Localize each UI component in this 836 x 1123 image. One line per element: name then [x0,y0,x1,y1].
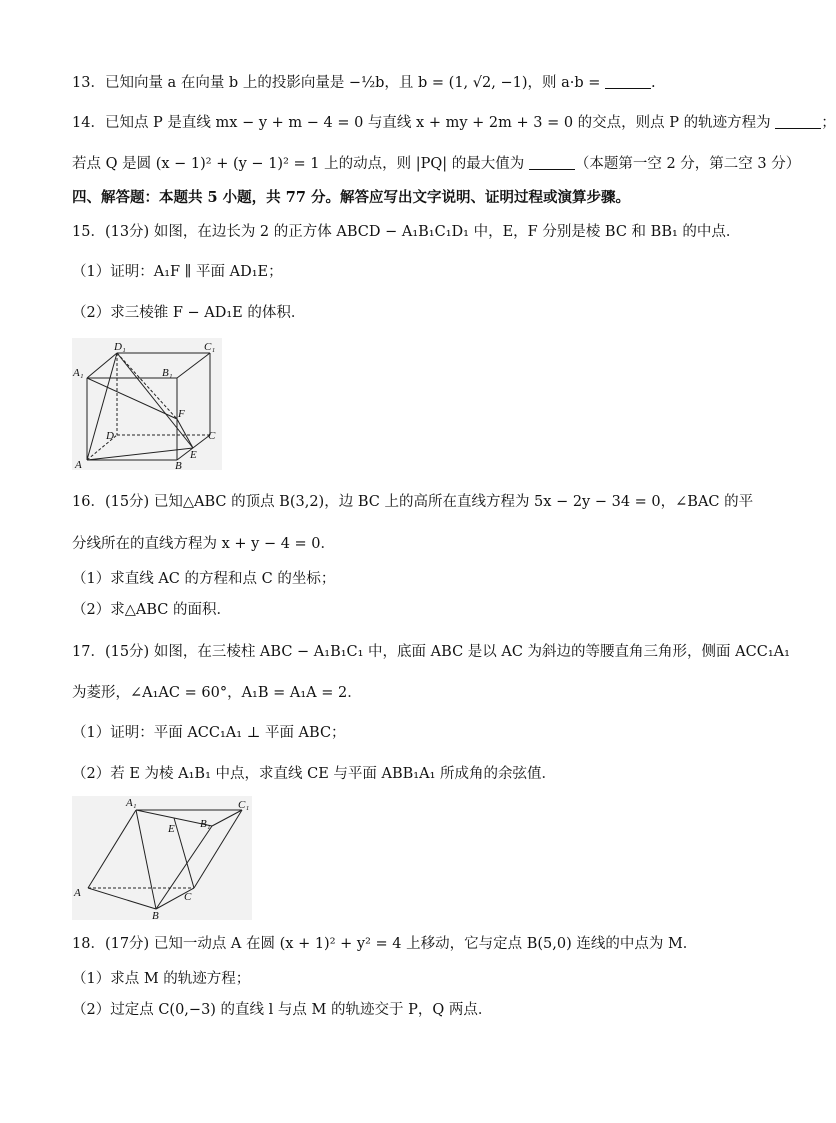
q15-part2: （2）求三棱锥 F − AD₁E 的体积． [72,305,306,321]
q18-stem: 18．(17分) 已知一动点 A 在圆 (x + 1)² + y² = 4 上移动，它与定点 B(5,0) 连线的中点为 M． [72,936,698,952]
label-d1: D₁ [114,341,126,353]
label-d: D [106,430,114,442]
q13-line [72,73,656,93]
q14-end: ； [821,115,836,131]
label-b1: B₁ [200,818,211,830]
q14-answer-blank-2 [529,155,575,170]
label-e: E [190,449,197,461]
cube-diagram [72,338,222,470]
label-c1: C₁ [238,799,250,811]
q14b-line [72,154,800,174]
q18-part2: （2）过定点 C(0,−3) 的直线 l 与点 M 的轨迹交于 P，Q 两点． [72,1002,493,1018]
q17-part1: （1）证明：平面 ACC₁A₁ ⊥ 平面 ABC； [72,725,346,741]
label-a1: A₁ [73,367,84,379]
section-heading: 四、解答题：本题共 5 小题，共 77 分。解答应写出文字说明、证明过程或演算步骤。 [72,189,630,206]
label-b: B [175,460,182,472]
q15-stem: 15．(13分) 如图，在边长为 2 的正方体 ABCD − A₁B₁C₁D₁ 中，E，F 分别是棱 BC 和 BB₁ 的中点． [72,224,741,240]
q14-text: 14．已知点 P 是直线 mx − y + m − 4 = 0 与直线 x + my + 2m + 3 = 0 的交点，则点 P 的轨迹方程为 [72,115,771,131]
q18-part1: （1）求点 M 的轨迹方程； [72,971,251,987]
q13-answer-blank [605,74,651,89]
label-a: A [74,887,81,899]
label-c1: C₁ [204,341,216,353]
q16-part1: （1）求直线 AC 的方程和点 C 的坐标； [72,571,336,587]
q17-part2: （2）若 E 为棱 A₁B₁ 中点，求直线 CE 与平面 ABB₁A₁ 所成角的余弦值． [72,766,556,782]
q14b-note: （本题第一空 2 分，第二空 3 分） [574,156,801,172]
q13-end: . [651,75,656,91]
q15-part1: （1）证明：A₁F ∥ 平面 AD₁E； [72,264,283,280]
q14-line [72,113,836,133]
q17-stem: 17．(15分) 如图，在三棱柱 ABC − A₁B₁C₁ 中，底面 ABC 是以 AC 为斜边的等腰直角三角形，侧面 ACC₁A₁ [72,644,790,660]
q14b-text: 若点 Q 是圆 (x − 1)² + (y − 1)² = 1 上的动点，则 |PQ| 的最大值为 [72,156,525,172]
q16-part2: （2）求△ABC 的面积． [72,602,231,618]
label-a1: A₁ [126,797,137,809]
cube-figure [72,338,222,470]
q14-answer-blank-1 [775,114,821,129]
label-f: F [178,408,185,420]
label-c: C [208,430,216,442]
q16-stem: 16．(15分) 已知△ABC 的顶点 B(3,2)，边 BC 上的高所在直线方程为 5x − 2y − 34 = 0，∠BAC 的平 [72,494,754,510]
q17-stem-cont: 为菱形，∠A₁AC = 60°，A₁B = A₁A = 2． [72,685,362,701]
q13-text: 13．已知向量 a 在向量 b 上的投影向量是 −½b，且 b = (1, √2, −1)，则 a·b = [72,75,601,91]
label-e: E [168,823,175,835]
label-b1: B₁ [162,367,173,379]
label-b: B [152,910,159,922]
prism-diagram [72,796,252,920]
label-c: C [184,891,192,903]
label-a: A [75,459,82,471]
q16-stem-cont: 分线所在的直线方程为 x + y − 4 = 0． [72,536,336,552]
prism-figure [72,796,252,920]
